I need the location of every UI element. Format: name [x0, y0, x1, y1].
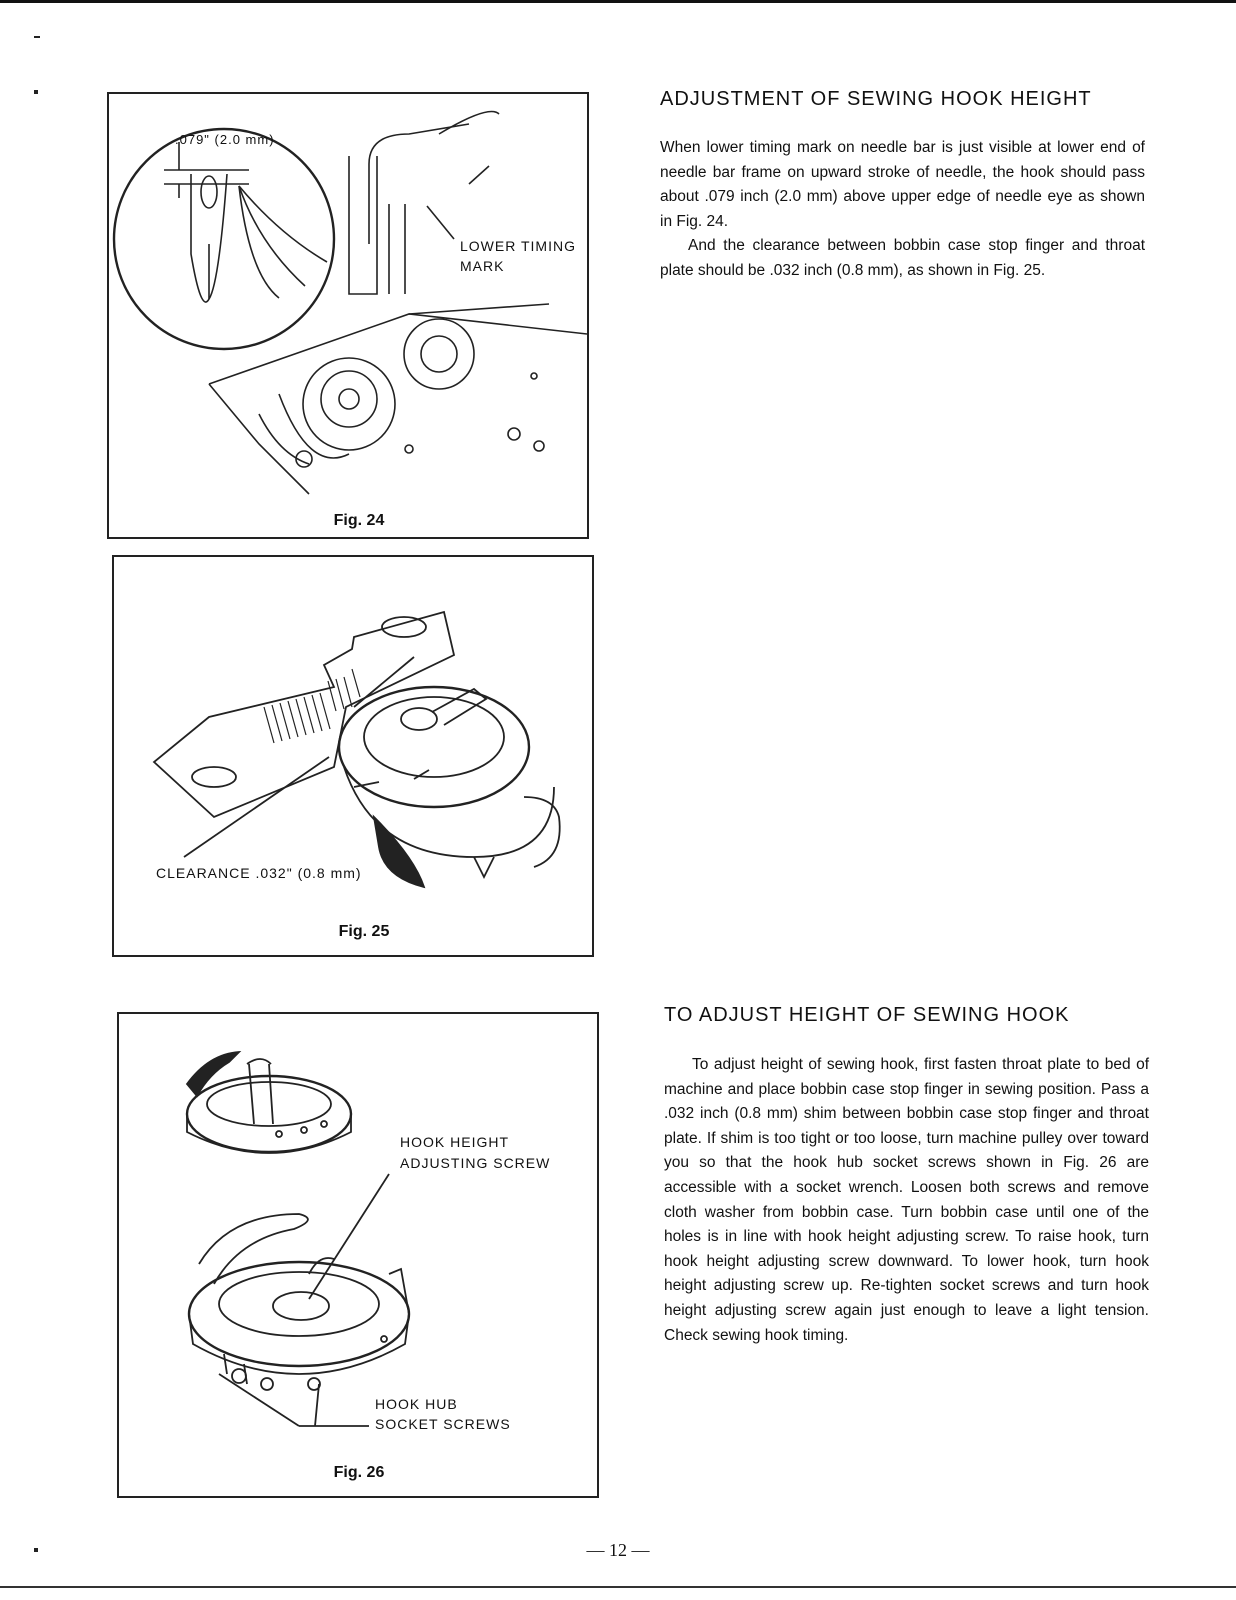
- bottom-border-rule: [0, 1586, 1236, 1588]
- timing-mark-label-line1: LOWER TIMING: [460, 238, 576, 254]
- section-heading: TO ADJUST HEIGHT OF SEWING HOOK: [664, 1004, 1070, 1026]
- clearance-label: CLEARANCE .032" (0.8 mm): [156, 865, 362, 881]
- needle-and-hook-illustration: [109, 94, 587, 537]
- section-heading: ADJUSTMENT OF SEWING HOOK HEIGHT: [660, 88, 1092, 110]
- paragraph-text: When lower timing mark on needle bar is just visible at lower end of needle bar frame on upward stroke of needle, the hook should pass about .079 inch (2.0 mm) above upper edge of needle eye as shown in Fig. 24.: [660, 139, 1145, 230]
- page-number: — 12 —: [586, 1540, 650, 1560]
- adjusting-screw-label-line2: ADJUSTING SCREW: [400, 1155, 551, 1171]
- figure-24: [107, 92, 589, 539]
- margin-mark: [34, 36, 40, 38]
- figure-26-caption: Fig. 26: [333, 1464, 385, 1481]
- timing-mark-label-line2: MARK: [460, 258, 505, 274]
- figure-24-caption: Fig. 24: [333, 512, 385, 529]
- paragraph-text: And the clearance between bobbin case stop finger and throat plate should be .032 inch (0.8 mm), as shown in Fig. 25.: [660, 237, 1145, 279]
- paragraph-text: To adjust height of sewing hook, first fasten throat plate to bed of machine and place bobbin case stop finger in sewing position. Pass a .032 inch (0.8 mm) shim between bobbin case stop finger and throat plate. If shim is too tight or too loose, turn machine pulley over toward you so that the hook hub socket screws shown in Fig. 26 are accessible with a socket wrench. Loosen both screws and remove cloth washer from bobbin case. Turn bobbin case until one of the holes is in line with hook height adjusting screw. To raise hook, turn hook height adjusting screw downward. To lower hook, turn hook height adjusting screw up. Re-tighten socket screws and turn hook height adjusting screw again just enough to leave a light tension. Check sewing hook timing.: [664, 1056, 1149, 1344]
- margin-mark: [34, 90, 38, 94]
- figure-25-caption: Fig. 25: [338, 923, 390, 940]
- dimension-label: .079" (2.0 mm): [175, 132, 275, 147]
- bobbin-case-clearance-illustration: [114, 557, 592, 955]
- sewing-hook-screws-illustration: [119, 1014, 597, 1496]
- adjusting-screw-label-line1: HOOK HEIGHT: [400, 1134, 510, 1150]
- section-paragraph: [660, 234, 1145, 283]
- socket-screws-label-line1: HOOK HUB: [375, 1396, 458, 1412]
- section-paragraph: [660, 136, 1145, 234]
- figure-25: [112, 555, 594, 957]
- section-paragraph: [664, 1053, 1149, 1348]
- top-border-rule: [0, 0, 1236, 3]
- figure-26: [117, 1012, 599, 1498]
- socket-screws-label-line2: SOCKET SCREWS: [375, 1416, 511, 1432]
